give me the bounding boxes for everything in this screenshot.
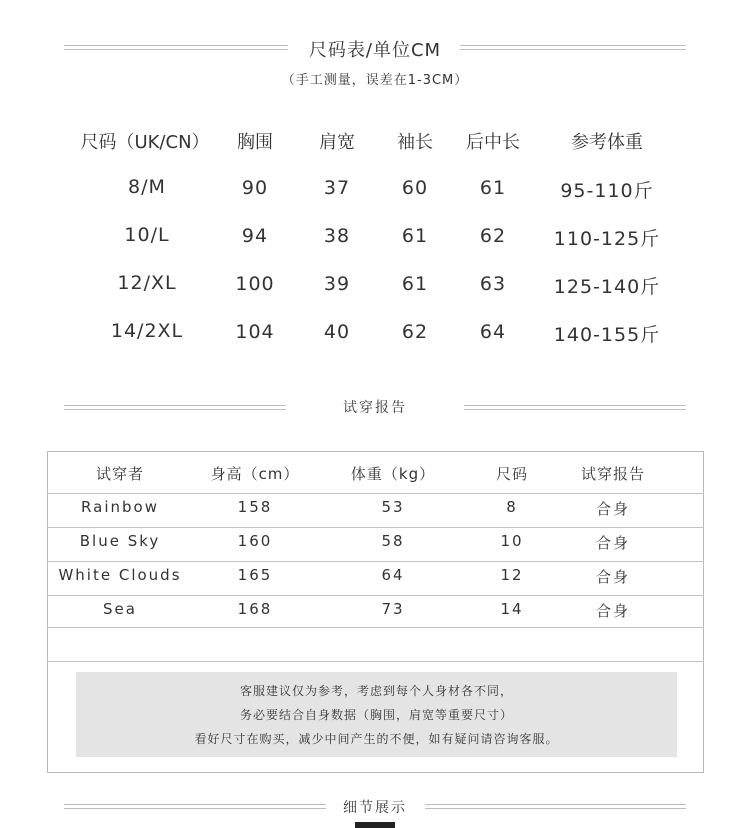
table-row-divider [47,561,704,562]
fitting-cell: 合身 [595,500,630,518]
size-chart-cell: 61 [479,177,507,199]
table-row-divider [47,527,704,528]
size-chart-cell: 61 [401,273,429,295]
size-chart-cell: 12/XL [117,272,177,294]
fitting-header: 尺码 [495,465,528,483]
fitting-cell: 64 [381,566,405,584]
fitting-header: 试穿报告 [580,465,645,483]
size-chart-cell: 39 [323,273,351,295]
size-chart-cell: 94 [241,225,269,247]
fitting-cell: Sea [103,600,137,618]
fitting-report-title: 试穿报告 [343,400,407,416]
notice-line: 看好尺寸在购买，减少中间产生的不便，如有疑问请咨询客服。 [194,732,559,746]
table-row-divider [47,627,704,628]
fitting-cell: Blue Sky [79,532,161,550]
fitting-cell: 合身 [595,568,630,586]
fitting-header: 试穿者 [95,465,144,483]
fitting-cell: 8 [506,498,518,516]
size-chart-cell: 62 [479,225,507,247]
fitting-header: 体重（kg） [350,465,436,483]
fitting-cell: 58 [381,532,405,550]
size-chart-cell: 40 [323,321,351,343]
fitting-cell: 12 [500,566,524,584]
size-chart-header: 肩宽 [319,132,355,153]
size-chart-cell: 110-125斤 [553,228,661,250]
size-chart-title: 尺码表/单位CM [308,40,442,61]
table-row-divider [47,661,704,662]
fitting-cell: 165 [237,566,273,584]
size-chart-header: 尺码（UK/CN） [80,132,210,153]
notice-line: 客服建议仅为参考，考虑到每个人身材各不同， [239,684,513,698]
details-title: 细节展示 [343,800,407,816]
size-chart-header: 胸围 [237,132,273,153]
fitting-header: 身高（cm） [210,465,300,483]
size-chart-cell: 61 [401,225,429,247]
size-chart-header: 参考体重 [571,132,643,153]
size-chart-cell: 100 [235,273,275,295]
table-row-divider [47,595,704,596]
size-chart-subtitle: （手工测量，误差在1-3CM） [281,73,469,88]
details-accent-bar [355,822,395,828]
table-row-divider [47,493,704,494]
size-chart-cell: 125-140斤 [553,276,661,298]
fitting-cell: 73 [381,600,405,618]
size-chart-cell: 62 [401,321,429,343]
notice-line: 务必要结合自身数据（胸围，肩宽等重要尺寸） [239,708,513,722]
fitting-cell: 14 [500,600,524,618]
size-chart-cell: 37 [323,177,351,199]
fitting-cell: White Clouds [58,566,182,584]
size-chart-header: 后中长 [466,132,520,153]
size-chart-cell: 140-155斤 [553,324,661,346]
fitting-cell: 158 [237,498,273,516]
size-chart-header: 袖长 [397,132,433,153]
fitting-cell: 168 [237,600,273,618]
fitting-cell: 10 [500,532,524,550]
size-chart-cell: 8/M [128,176,166,198]
size-chart-cell: 64 [479,321,507,343]
size-chart-cell: 104 [235,321,275,343]
fitting-cell: 合身 [595,534,630,552]
fitting-cell: 合身 [595,602,630,620]
size-chart-cell: 95-110斤 [560,180,654,202]
size-chart-cell: 10/L [124,224,170,246]
fitting-cell: 53 [381,498,405,516]
fitting-cell: Rainbow [81,498,159,516]
fitting-cell: 160 [237,532,273,550]
size-chart-cell: 63 [479,273,507,295]
size-chart-cell: 14/2XL [110,320,184,342]
size-chart-cell: 90 [241,177,269,199]
size-chart-cell: 38 [323,225,351,247]
size-chart-cell: 60 [401,177,429,199]
